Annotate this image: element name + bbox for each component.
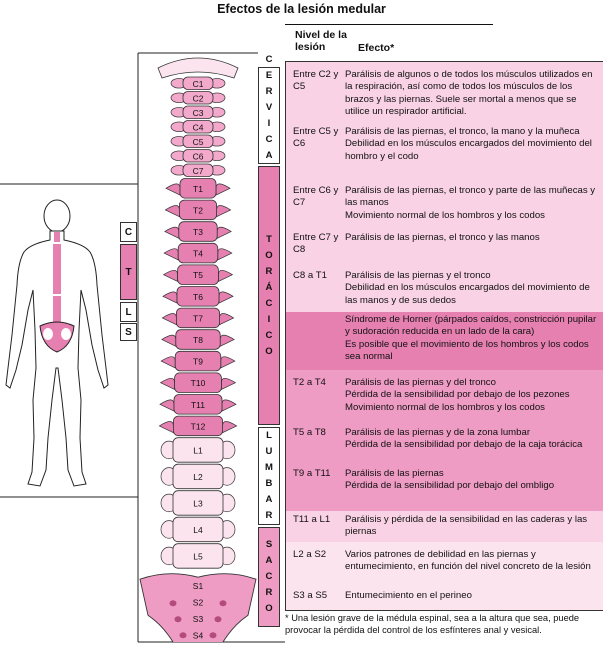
table-row	[286, 312, 603, 370]
rib-left	[161, 357, 175, 368]
row-level: L2 a S2	[293, 549, 327, 560]
footnote-divider	[285, 610, 603, 611]
body-region-l: L	[120, 302, 137, 322]
vertebra-label: T2	[193, 205, 203, 216]
table-row	[286, 225, 603, 263]
table-row	[286, 119, 603, 178]
sacral-label: S2	[192, 597, 204, 608]
effect-line: Debilidad en los músculos encargados del movimiento de las manos y de sus dedos	[345, 282, 590, 306]
rib-right	[217, 227, 231, 238]
row-effect	[345, 185, 600, 222]
effect-line: Pérdida de la sensibilidad por debajo de los pezones	[345, 389, 570, 401]
effect-line: Movimiento normal de los hombros y los codos	[345, 209, 545, 221]
page-title: Efectos de la lesión medular	[217, 2, 386, 16]
rib-left	[166, 184, 180, 195]
vertebra-label: T12	[190, 421, 206, 432]
rib-left	[160, 400, 174, 411]
rib-right	[220, 335, 234, 346]
effect-line: Parálisis de las piernas y de la zona lumbar	[345, 427, 531, 438]
vertebra-label: T11	[190, 399, 206, 410]
vertebra-label: L5	[193, 551, 203, 562]
row-effect	[345, 69, 600, 118]
table-row	[286, 583, 603, 611]
rib-right	[216, 184, 230, 195]
vertebra-label: C2	[192, 93, 204, 104]
rib-right	[220, 314, 234, 325]
vertebra-label: T6	[193, 291, 203, 302]
spine-illustration	[138, 54, 258, 642]
effect-line: Síndrome de Horner (párpados caídos, constricción pupilar y sudoración reducida en un lado de la cara)	[345, 314, 597, 338]
row-effect	[345, 427, 600, 452]
vertebra-label: T8	[193, 335, 203, 345]
body-region-s: S	[120, 323, 137, 341]
effect-line: Parálisis de las piernas, el tronco, la mano y la muñeca	[345, 126, 580, 137]
row-effect	[345, 270, 600, 307]
table-row	[286, 542, 603, 583]
row-effect	[345, 126, 600, 163]
sacral-foramen	[210, 632, 217, 638]
effect-line: Parálisis de algunos o de todos los músculos utilizados en la respiración, así como de todos los músculos de los brazos y las piernas. Suele ser mortal a menos que se utilice un respirador artificial.	[345, 69, 593, 117]
sacral-foramen	[215, 616, 222, 622]
sacral-foramen	[220, 600, 227, 606]
rib-right	[221, 357, 235, 368]
table-row	[286, 461, 603, 511]
rib-right	[217, 206, 231, 217]
region-toracico-label: T O R Á C I C O	[265, 233, 273, 357]
rib-left	[163, 292, 177, 303]
row-level: Entre C7 y C8	[293, 232, 339, 256]
effect-line: Parálisis de las piernas y del tronco	[345, 377, 496, 388]
row-effect	[345, 377, 600, 414]
rib-right	[221, 378, 235, 389]
row-effect	[345, 549, 600, 574]
sacral-label: S1	[192, 581, 204, 592]
row-effect	[345, 232, 600, 244]
region-toracico	[258, 166, 280, 425]
vertebra-label: T1	[193, 183, 203, 194]
effect-line: Pérdida de la sensibilidad por debajo del ombligo	[345, 480, 555, 492]
effect-line: Parálisis y pérdida de la sensibilidad en las caderas y las piernas	[345, 514, 588, 538]
vertebra-label: T7	[193, 313, 203, 324]
table-row	[286, 511, 603, 542]
vertebra-label: T5	[193, 270, 203, 281]
vertebra-label: C5	[192, 136, 204, 147]
region-sacro	[258, 527, 280, 627]
vertebra-label: T10	[190, 378, 206, 389]
vertebra-label: T9	[193, 356, 203, 367]
row-effect	[345, 590, 600, 602]
effect-line: Debilidad en los músculos encargados del movimiento del hombro y el codo	[345, 138, 592, 162]
footnote: * Una lesión grave de la médula espinal, sea a la altura que sea, puede provocar la pérdida del control de los esfínteres anal y vesical.	[285, 613, 580, 635]
row-level: Entre C2 y C5	[293, 69, 339, 93]
row-level: Entre C5 y C6	[293, 126, 339, 150]
sacral-foramen	[170, 600, 177, 606]
rib-left	[165, 206, 179, 217]
row-effect	[345, 314, 600, 363]
vertebra-label: T3	[193, 227, 203, 237]
region-sacro-label: S A C R O	[265, 539, 273, 614]
row-level: Entre C6 y C7	[293, 185, 339, 209]
table-row	[286, 420, 603, 461]
rib-right	[218, 270, 232, 281]
sacral-label: S4	[192, 630, 204, 641]
sacral-foramen	[175, 616, 182, 622]
effect-line: Movimiento normal de los hombros y los codos	[345, 401, 545, 413]
region-lumbar	[258, 427, 280, 525]
vertebra-label: C1	[192, 78, 204, 89]
region-cervical-label: C E R V I C A	[265, 53, 273, 161]
figure-spine	[53, 232, 61, 322]
vertebra-label: C4	[192, 122, 204, 133]
vertebra-label: L2	[193, 471, 203, 482]
row-level: T2 a T4	[293, 377, 326, 388]
rib-left	[159, 422, 173, 433]
body-region-c: C	[120, 222, 137, 242]
effect-line: Parálisis de las piernas, el tronco y parte de las muñecas y las manos	[345, 185, 596, 209]
vertebra-label: L4	[193, 524, 203, 535]
rib-left	[164, 249, 178, 260]
vertebra-label: C6	[192, 151, 204, 162]
vertebra-label: T4	[193, 248, 203, 259]
row-level: T5 a T8	[293, 427, 326, 438]
table-row	[286, 370, 603, 420]
table-row	[286, 263, 603, 312]
effect-line: Es posible que el movimiento de los hombros y los codos sea normal	[345, 338, 589, 362]
rib-right	[218, 249, 232, 260]
row-level: T9 a T11	[293, 468, 331, 479]
effect-line: Entumecimiento en el perineo	[345, 590, 472, 601]
rib-left	[162, 335, 176, 346]
row-level: S3 a S5	[293, 590, 328, 601]
row-level: C8 a T1	[293, 270, 327, 281]
row-level: T11 a L1	[293, 514, 331, 525]
row-effect	[345, 514, 600, 539]
table-row	[286, 178, 603, 225]
sacral-foramen	[180, 632, 187, 638]
rib-right	[223, 422, 237, 433]
rib-left	[161, 378, 175, 389]
skull-base	[158, 58, 238, 78]
effect-line: Varios patrones de debilidad en las piernas y entumecimiento, en función del nivel concreto de la lesión	[345, 549, 591, 573]
effect-line: Pérdida de la sensibilidad por debajo de la caja torácica	[345, 439, 583, 451]
effect-line: Parálisis de las piernas, el tronco y las manos	[345, 232, 540, 243]
region-lumbar-label: L U M B A R	[265, 430, 273, 521]
header-effect: Efecto*	[358, 42, 395, 54]
rib-right	[219, 292, 233, 303]
row-effect	[345, 468, 600, 493]
vertebra-label: C3	[192, 107, 204, 118]
vertebra-label: L3	[193, 498, 203, 509]
body-region-t: T	[120, 244, 137, 300]
table-row	[286, 62, 603, 119]
region-cervical	[258, 53, 280, 164]
effects-table	[285, 61, 603, 610]
sacral-label: S3	[192, 614, 204, 625]
rib-right	[222, 400, 236, 411]
rib-left	[165, 227, 179, 238]
effect-line: Parálisis de las piernas y el tronco	[345, 270, 491, 281]
header-level: Nivel de la lesión	[295, 29, 347, 53]
title-divider	[285, 24, 493, 25]
vertebra-label: C7	[192, 165, 204, 176]
effect-line: Parálisis de las piernas	[345, 468, 444, 479]
rib-left	[164, 270, 178, 281]
vertebra-label: L1	[193, 445, 203, 456]
rib-left	[162, 314, 176, 325]
